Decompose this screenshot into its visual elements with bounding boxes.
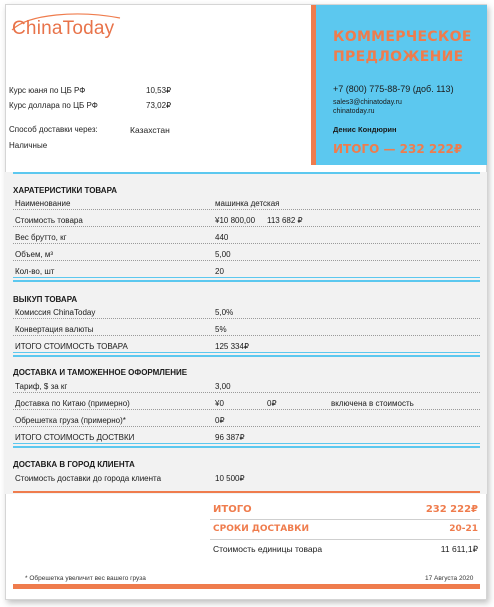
delivery-method-label: Способ доставки через: — [9, 125, 98, 134]
table-row — [13, 306, 480, 319]
table-row — [13, 248, 480, 261]
row-value-rub: 0₽ — [267, 399, 277, 408]
document-date: 17 Августа 2020 — [425, 575, 474, 582]
row-label: Стоимость доставки до города клиента — [15, 474, 162, 483]
offer-total: ИТОГО — 232 222₽ — [333, 142, 463, 156]
table-row — [13, 197, 480, 210]
summary-terms-value: 20-21 — [449, 524, 478, 534]
table-row — [13, 265, 480, 278]
yuan-rate-label: Курс юаня по ЦБ РФ — [9, 86, 86, 95]
table-row — [13, 231, 480, 244]
bottom-orange-bar — [13, 491, 480, 493]
row-label: Наименование — [15, 199, 71, 208]
row-value: 440 — [215, 233, 229, 242]
row-label: Кол-во, шт — [15, 267, 55, 276]
row-value: 5% — [215, 325, 227, 334]
row-value: 3,00 — [215, 382, 231, 391]
goods-section-title: ХАРАТЕРИСТИКИ ТОВАРА — [13, 186, 117, 195]
dollar-rate-value: 73,02₽ — [146, 101, 172, 110]
table-row — [13, 380, 480, 393]
row-note: включена в стоимость — [331, 399, 414, 408]
summary-total-value: 232 222₽ — [425, 504, 478, 515]
offer-manager: Денис Кондюрин — [333, 125, 397, 134]
summary-total-label: ИТОГО — [213, 504, 252, 515]
row-label: Объем, м³ — [15, 250, 54, 259]
dollar-rate-label: Курс доллара по ЦБ РФ — [9, 101, 98, 110]
payment-method: Наличные — [9, 141, 48, 150]
row-value: 10 500₽ — [215, 474, 245, 483]
offer-phone[interactable]: +7 (800) 775-88-79 (доб. 113) — [333, 84, 454, 94]
row-value: ¥10 800,00 — [215, 216, 256, 225]
row-value: 96 387₽ — [215, 433, 245, 442]
top-blue-bar — [13, 172, 480, 174]
row-label: Вес брутто, кг — [15, 233, 67, 242]
row-label: Конвертация валюты — [15, 325, 94, 334]
footnote: * Обрешетка увеличит вес вашего груза — [25, 575, 146, 582]
summary-terms-label: СРОКИ ДОСТАВКИ — [213, 524, 309, 534]
delivery-method-value: Казахстан — [130, 125, 170, 135]
row-value: 125 334₽ — [215, 342, 250, 351]
row-value: 0₽ — [215, 416, 225, 425]
buyout-section-title: ВЫКУП ТОВАРА — [13, 295, 78, 304]
footer-orange-bar — [13, 584, 480, 589]
section-divider — [13, 280, 480, 282]
table-row — [13, 340, 480, 353]
dollar-rate — [9, 101, 172, 110]
row-label: Тариф, $ за кг — [15, 382, 68, 391]
offer-site[interactable]: chinatoday.ru — [333, 108, 375, 115]
row-value: 5,00 — [215, 250, 231, 259]
table-row — [13, 414, 480, 427]
offer-title: КОММЕРЧЕСКОЕ ПРЕДЛОЖЕНИЕ — [333, 29, 472, 65]
summary-total — [210, 500, 480, 519]
row-value: 20 — [215, 267, 224, 276]
table-row — [13, 431, 480, 444]
summary-terms — [210, 520, 480, 539]
summary-unit — [210, 540, 480, 559]
offer-panel — [311, 5, 487, 165]
row-value: 5,0% — [215, 308, 234, 317]
delivery-method — [9, 125, 170, 135]
row-label: Стоимость товара — [15, 216, 83, 225]
row-label: ИТОГО СТОИМОСТЬ ДОСТВКИ — [15, 433, 135, 442]
offer-email[interactable]: sales3@chinatoday.ru — [333, 99, 402, 106]
summary-unit-value: 11 611,1₽ — [440, 544, 478, 554]
table-row — [13, 214, 480, 227]
table-row — [13, 472, 480, 485]
row-value: машинка детская — [215, 199, 280, 208]
city-section-title: ДОСТАВКА В ГОРОД КЛИЕНТА — [13, 460, 135, 469]
section-divider — [13, 446, 480, 448]
row-value: ¥0 — [215, 399, 224, 408]
row-label: Комиссия ChinaToday — [15, 308, 96, 317]
table-row — [13, 323, 480, 336]
summary-unit-label: Стоимость единицы товара — [213, 544, 323, 554]
customs-section-title: ДОСТАВКА И ТАМОЖЕННОЕ ОФОРМЛЕНИЕ — [13, 368, 188, 377]
section-divider — [13, 355, 480, 357]
table-row — [13, 397, 480, 410]
yuan-rate-value: 10,53₽ — [146, 86, 172, 95]
row-label: Обрешетка груза (примерно)* — [15, 416, 126, 425]
yuan-rate — [9, 86, 172, 95]
row-label: Доставка по Китаю (примерно) — [15, 399, 130, 408]
row-label: ИТОГО СТОИМОСТЬ ТОВАРА — [15, 342, 128, 351]
offer-panel-stripe — [311, 5, 316, 165]
row-value-rub: 113 682 ₽ — [267, 216, 303, 225]
company-logo: ChinaToday — [12, 18, 115, 39]
